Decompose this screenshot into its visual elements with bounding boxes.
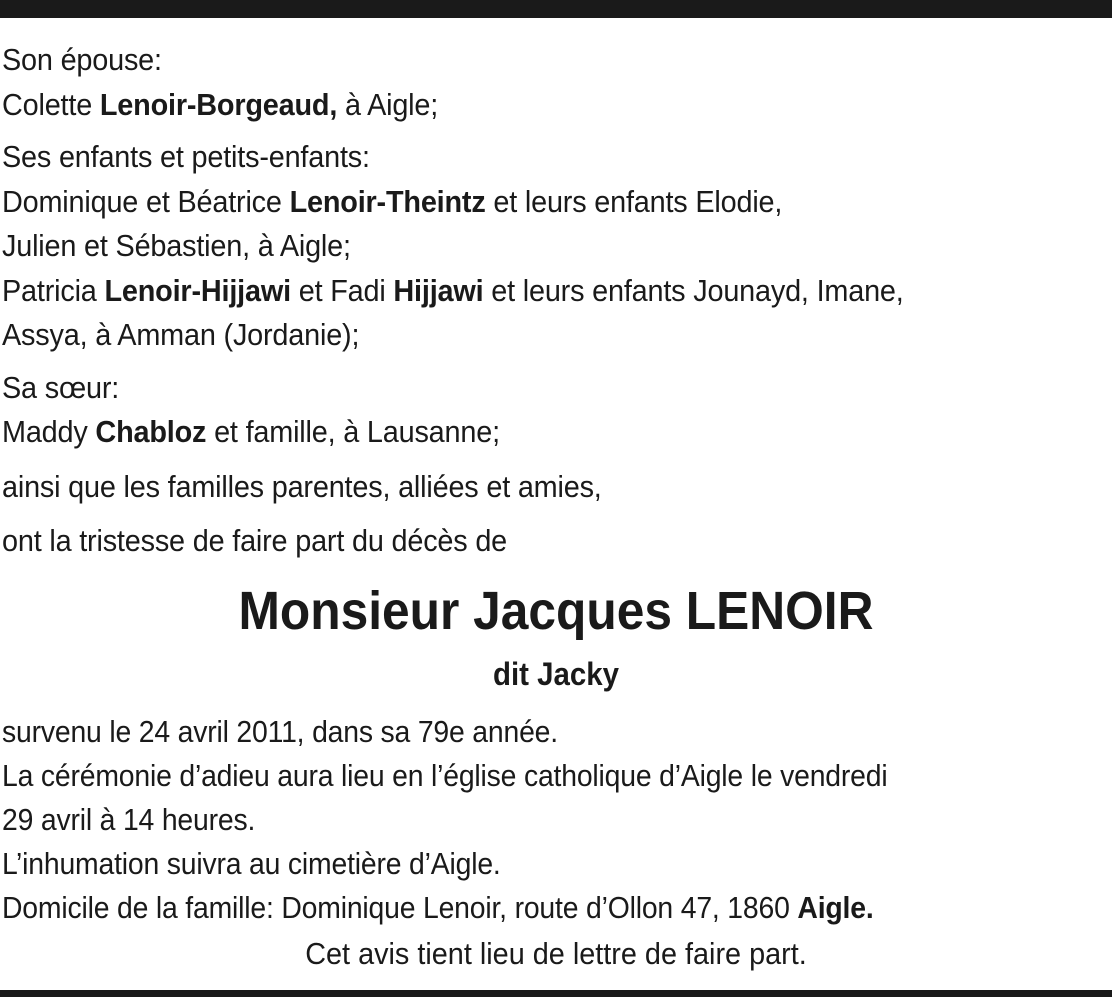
ceremony-line1: La cérémonie d’adieu aura lieu en l’église catholique d’Aigle le vendredi	[2, 758, 888, 793]
announcement-line: ont la tristesse de faire part du décès de	[2, 523, 508, 558]
families-line: ainsi que les familles parentes, alliées et amies,	[2, 468, 602, 504]
family1-rest: et leurs enfants Elodie,	[493, 183, 783, 219]
children-family2-line2: Assya, à Amman (Jordanie);	[2, 317, 360, 352]
spouse-first: Colette	[2, 86, 93, 122]
domicile-line	[2, 886, 1109, 930]
death-line: survenu le 24 avril 2011, dans sa 79e année.	[2, 714, 558, 749]
children-family2-line1	[2, 269, 1031, 314]
family2-first: Patricia	[2, 272, 97, 308]
burial-line: L’inhumation suivra au cimetière d’Aigle.	[2, 846, 501, 881]
children-heading: Ses enfants et petits-enfants:	[2, 139, 370, 174]
family1-surname: Lenoir-Theintz	[289, 183, 486, 219]
spouse-place: à Aigle;	[344, 86, 439, 122]
details-section	[2, 710, 1109, 930]
family2-surname2: Hijjawi	[393, 272, 484, 308]
sister-rest: et famille, à Lausanne;	[214, 414, 500, 449]
sister-line	[2, 410, 1031, 455]
sister-first: Maddy	[2, 414, 88, 449]
sister-surname: Chabloz	[95, 414, 207, 449]
family2-surname1: Lenoir-Hijjawi	[104, 272, 291, 308]
bottom-rule	[0, 990, 1112, 997]
family2-rest: et leurs enfants Jounayd, Imane,	[491, 272, 904, 308]
sister-heading: Sa sœur:	[2, 369, 120, 405]
deceased-name: Monsieur Jacques LENOIR	[238, 581, 874, 641]
top-rule	[0, 0, 1112, 18]
spouse-line	[2, 83, 1031, 128]
children-family1-line1	[2, 180, 1031, 225]
family1-first: Dominique et Béatrice	[2, 183, 282, 219]
deceased-nickname: dit Jacky	[492, 656, 620, 692]
spouse-surname: Lenoir-Borgeaud,	[99, 86, 338, 122]
ceremony-line2: 29 avril à 14 heures.	[2, 802, 256, 837]
footer-note: Cet avis tient lieu de lettre de faire part.	[305, 936, 807, 971]
family2-and: et Fadi	[298, 272, 386, 308]
domicile-town: Aigle.	[797, 890, 874, 925]
children-family1-line2: Julien et Sébastien, à Aigle;	[2, 228, 351, 263]
spouse-heading: Son épouse:	[2, 42, 162, 77]
relatives-section	[2, 38, 1031, 564]
domicile-text: Domicile de la famille: Dominique Lenoir, route d’Ollon 47, 1860	[2, 890, 790, 925]
